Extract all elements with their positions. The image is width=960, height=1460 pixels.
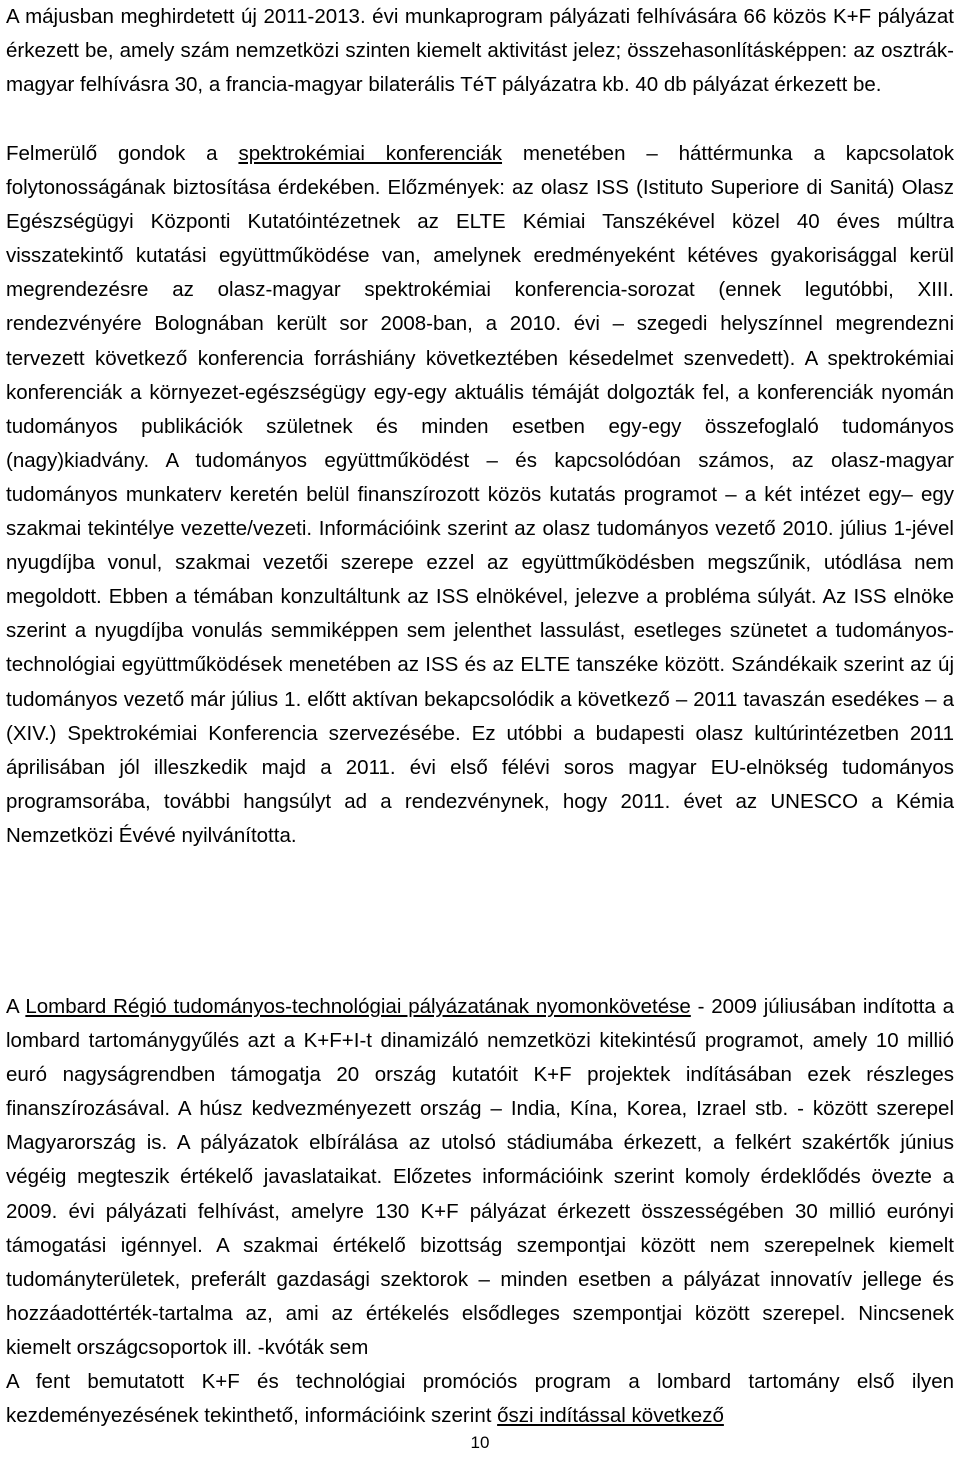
- underlined-heading-lombard-region: Lombard Régió tudományos-technológiai pályázatának nyomonkövetése: [25, 995, 691, 1018]
- paragraph-body: - 2009 júliusában indította a lombard tartománygyűlés azt a K+F+I-t dinamizáló nemzetközi kitekintésű programot, amely 10 millió euró nagyságrendben támogatja 20 ország kutatóit K+F projektek indításában ezek részleges finanszírozásával. A húsz kedvezményezett ország – India, Kína, Korea, Izrael stb. - között szerepel Magyarország is. A pályázatok elbírálása az utolsó stádiumába érkezett, a felkért szakértők június végéig megteszik értékelő javaslataikat. Előzetes információink szerint komoly érdeklődés övezte a 2009. évi pályázati felhívást, amelyre 130 K+F pályázat érkezett összességében 30 millió eurónyi támogatási igénnyel. A szakmai értékelő bizottság szempontjai között nem szerepelnek kiemelt tudományterületek, preferált gazdasági szektorok – minden esetben a pályázat innovatív jellege és hozzáadottérték-tartalma az, ami az értékelés elsődleges szempontjai között szerepel. Nincsenek kiemelt országcsoportok ill. -kvóták sem: [6, 995, 954, 1359]
- paragraph-lead: A fent bemutatott K+F és technológiai promóciós program a lombard tartomány első ilyen kezdeményezésének tekinthető, információink szerint: [6, 1370, 954, 1428]
- paragraph-call-results: A májusban meghirdetett új 2011-2013. évi munkaprogram pályázati felhívására 66 közös K+F pályázat érkezett be, amely szám nemzetközi szinten kiemelt aktivitást jelez; összehasonlításképpen: az osztrák-magyar felhívásra 30, a francia-magyar bilaterális TéT pályázatra kb. 40 db pályázat érkezett be.: [6, 5, 954, 97]
- paragraph-lombard-promotion: [6, 1365, 954, 1433]
- paragraph-lead: A: [6, 995, 26, 1018]
- page-number: 10: [470, 1433, 490, 1452]
- paragraph-lead: Felmerülő gondok a: [6, 142, 239, 165]
- paragraph-spectrochemical-conferences: [6, 137, 954, 853]
- underlined-heading-spectrochemical-conferences: spektrokémiai konferenciák: [238, 142, 503, 165]
- underlined-phrase-autumn-launch: őszi indítással következő: [497, 1404, 724, 1428]
- paragraph-lombard-region: [6, 990, 954, 1365]
- paragraph-body: menetében – háttérmunka a kapcsolatok folytonosságának biztosítása érdekében. Előzmények: az olasz ISS (Istituto Superiore di Sanitá) Olasz Egészségügyi Központi Kutatóintézetnek az ELTE Kémiai Tanszékével közel 40 éves múltra visszatekintő kutatási együttműködése van, amelynek eredményeként kétéves gyakorisággal kerül megrendezésre az olasz-magyar spektrokémiai konferencia-sorozat (ennek legutóbbi, XIII. rendezvényére Bolognában került sor 2008-ban, a 2010. évi – szegedi helyszínnel megrendezni tervezett következő konferencia forráshiány következtében késedelmet szenvedett). A spektrokémiai konferenciák a környezet-egészségügy egy-egy aktuális témáját dolgozták fel, a konferenciák nyomán tudományos publikációk születnek és minden esetben egy-egy összefoglaló tudományos (nagy)kiadvány. A tudományos együttműködést – és kapcsolódóan számos, az olasz-magyar tudományos munkaterv keretén belül finanszírozott közös kutatás programot – a két intézet egy– egy szakmai tekintélye vezette/vezeti. Információink szerint az olasz tudományos vezető 2010. július 1-jével nyugdíjba vonul, szakmai vezetői szerepe ezzel az együttműködésben megszűnik, utódlása nem megoldott. Ebben a témában konzultáltunk az ISS elnökével, jelezve a probléma súlyát. Az ISS elnöke szerint a nyugdíjba vonulás semmiképpen sem jelenthet lassulást, esetleges szünetet a tudományos-technológiai együttműködések menetében az ISS és az ELTE tanszéke között. Szándékaik szerint az új tudományos vezető már július 1. előtt aktívan bekapcsolódik a következő – 2011 tavaszán esedékes – a (XIV.) Spektrokémiai Konferencia szervezésébe. Ez utóbbi a budapesti olasz kultúrintézetben 2011 áprilisában jól illeszkedik majd a 2011. évi első félévi soros magyar EU-elnökség tudományos programsorába, további hangsúlyt ad a rendezvénynek, hogy 2011. évet az UNESCO a Kémia Nemzetközi Évévé nyilvánította.: [6, 142, 954, 847]
